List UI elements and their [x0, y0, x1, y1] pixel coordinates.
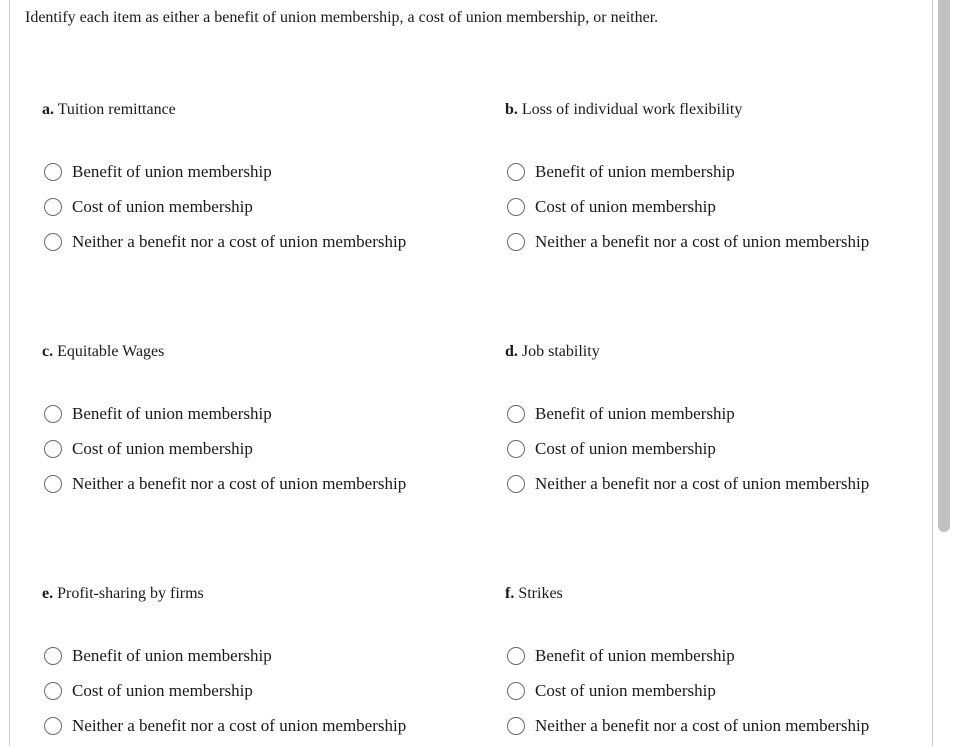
scrollbar-thumb[interactable]: [938, 0, 950, 532]
radio-button[interactable]: [507, 717, 525, 735]
radio-button[interactable]: [44, 647, 62, 665]
radio-button[interactable]: [507, 440, 525, 458]
radio-button[interactable]: [44, 440, 62, 458]
radio-button[interactable]: [44, 682, 62, 700]
radio-button[interactable]: [44, 475, 62, 493]
radio-button[interactable]: [507, 233, 525, 251]
radio-button[interactable]: [44, 198, 62, 216]
item-label: f. Strikes: [505, 585, 563, 602]
item-label: d. Job stability: [505, 343, 600, 360]
radio-button[interactable]: [507, 475, 525, 493]
radio-button[interactable]: [507, 198, 525, 216]
radio-button[interactable]: [507, 682, 525, 700]
item-label: b. Loss of individual work flexibility: [505, 101, 743, 118]
item-label: a. Tuition remittance: [42, 101, 176, 118]
radio-button[interactable]: [44, 717, 62, 735]
radio-button[interactable]: [507, 405, 525, 423]
question-instructions: Identify each item as either a benefit of union membership, a cost of union membership, or neither.: [25, 9, 659, 26]
radio-button[interactable]: [507, 163, 525, 181]
item-label: e. Profit-sharing by firms: [42, 585, 204, 602]
radio-button[interactable]: [44, 163, 62, 181]
radio-button[interactable]: [44, 405, 62, 423]
radio-button[interactable]: [507, 647, 525, 665]
radio-button[interactable]: [44, 233, 62, 251]
item-label: c. Equitable Wages: [42, 343, 165, 360]
